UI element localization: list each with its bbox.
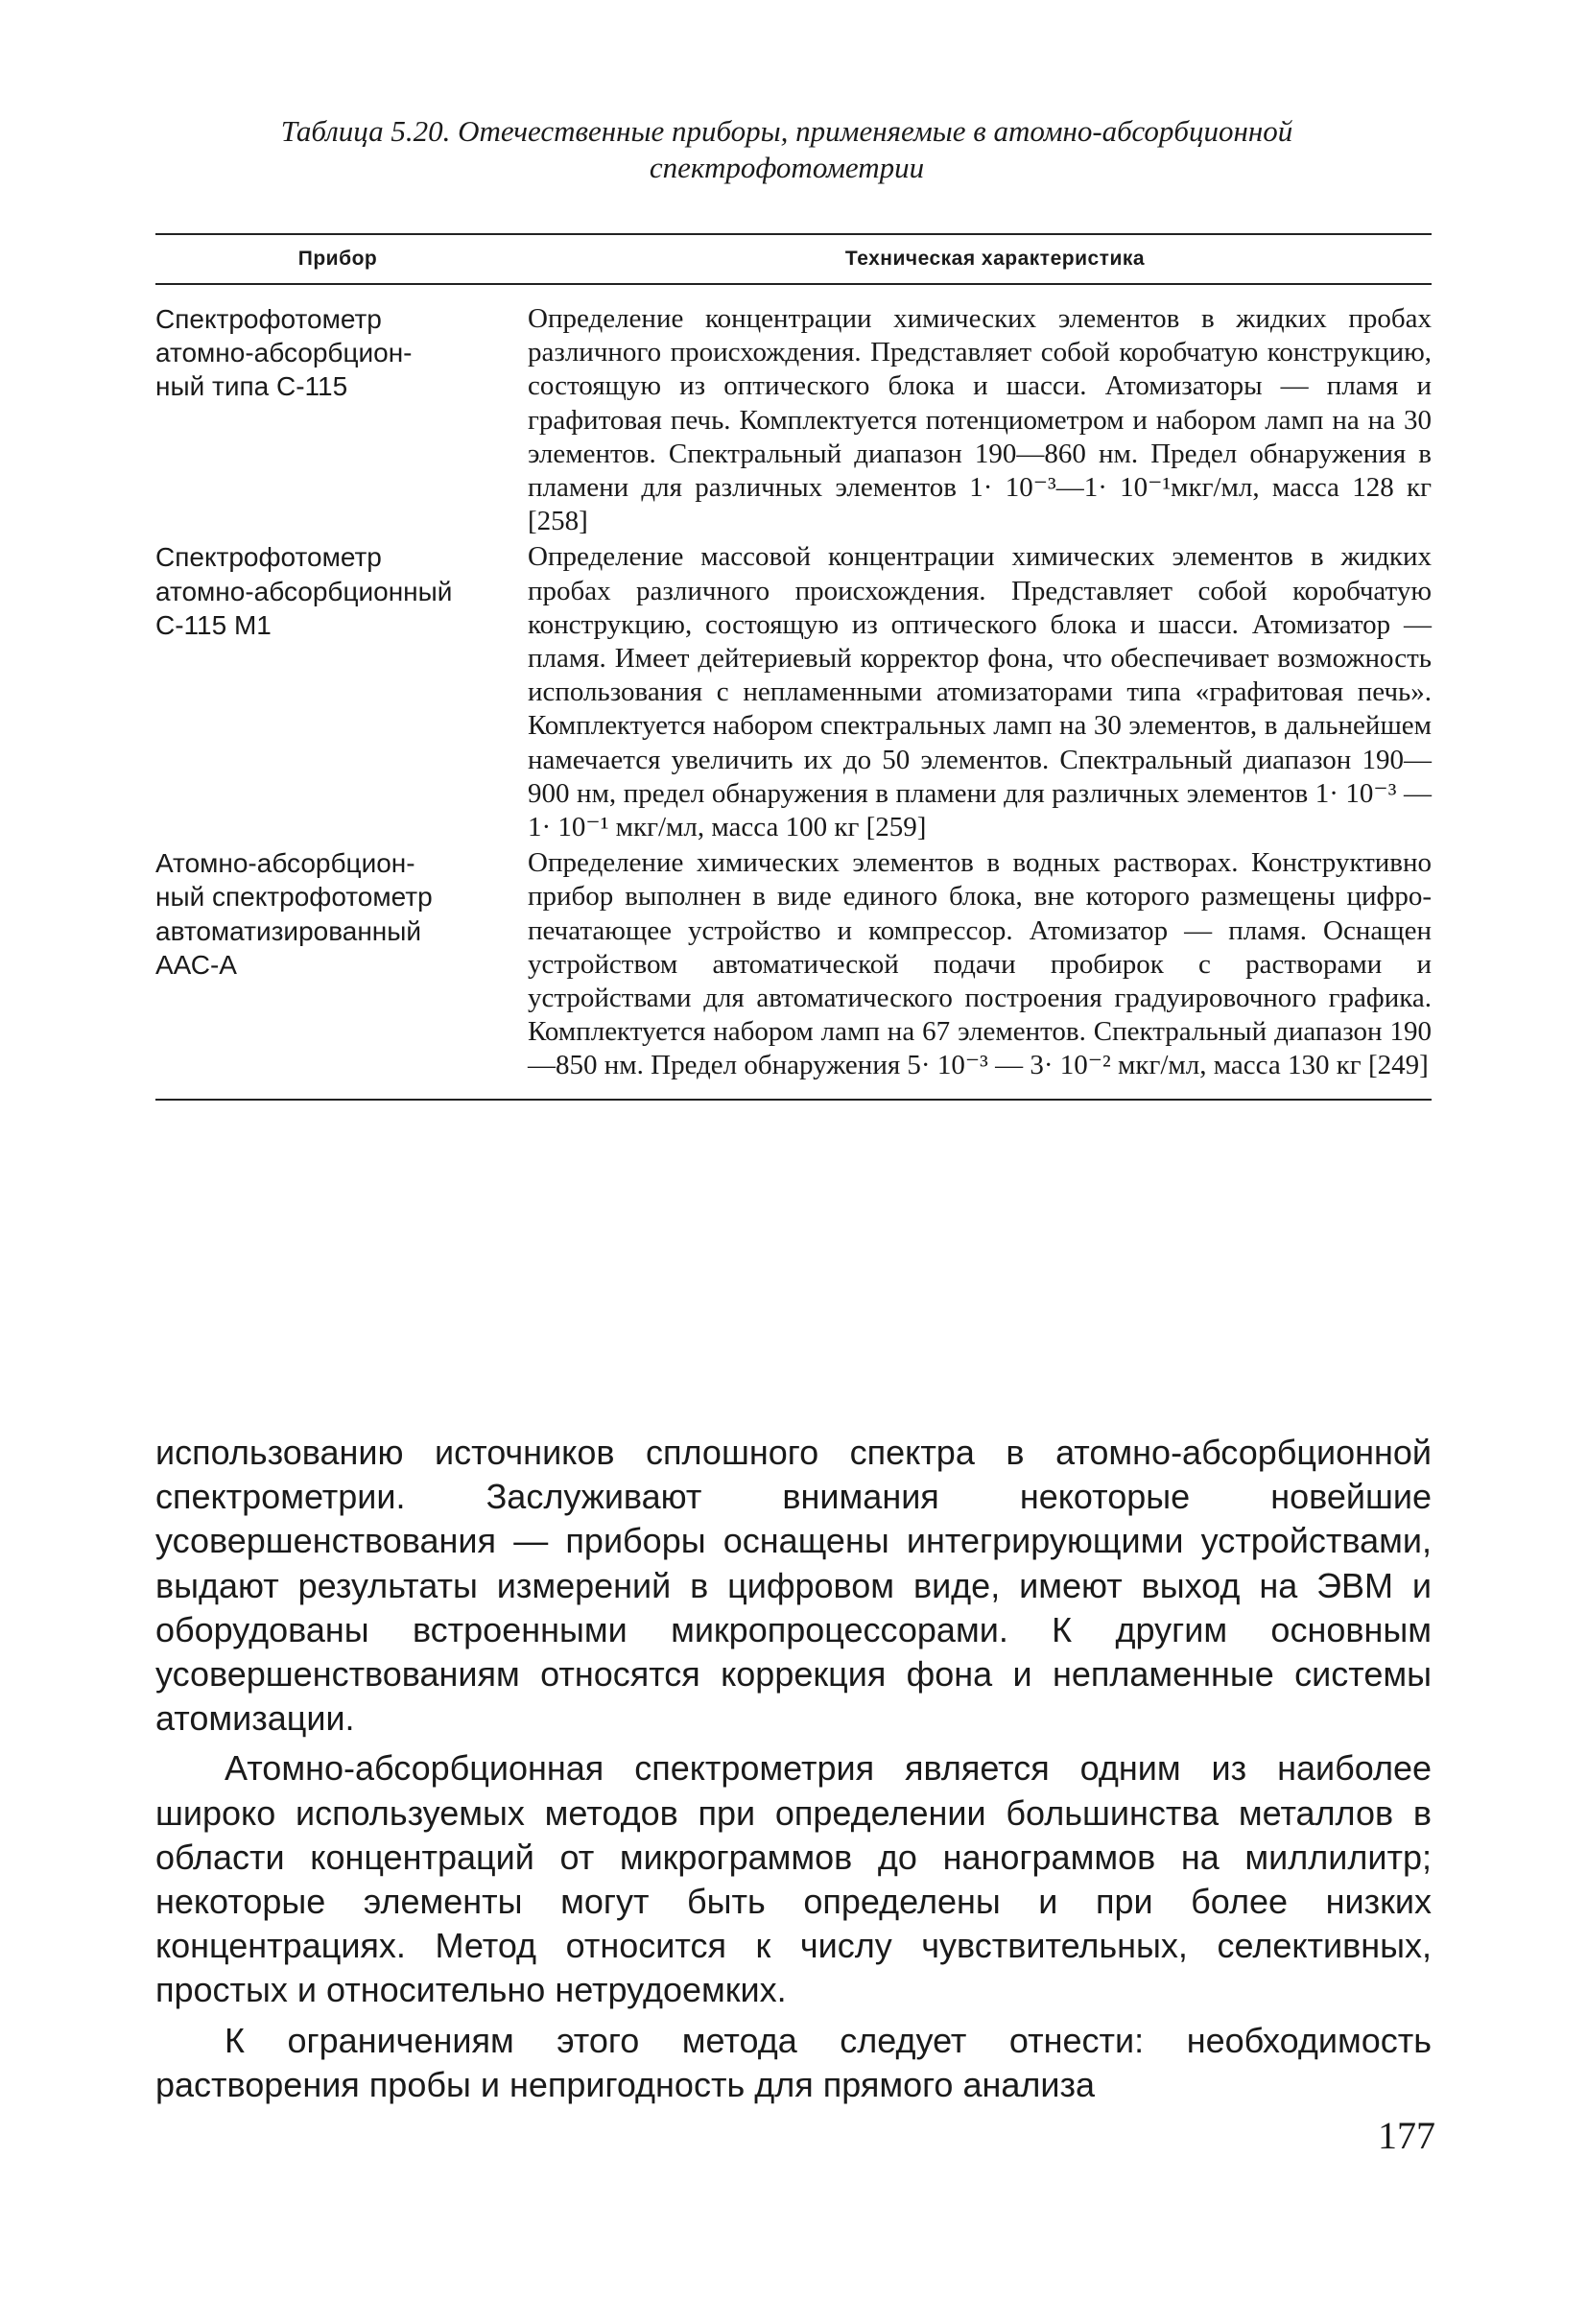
caption-line-2: спектрофотометрии: [649, 151, 925, 184]
device-line: Спектрофотометр: [155, 304, 382, 334]
spec-cell: Определение массовой концентрации химических элементов в жидких пробах различного происхождения. Представляет собой коробчатую конструкцию, состоящую из оптического блока и шасси. Атомизатор — пламя. Имеет дейтериевый корректор фона, что обеспечивает возможность использования с непламенными атомизаторами типа «графитовая печь». Комплектуется набором спектральных ламп на 30 элементов, в дальнейшем намечается увеличить их до 50 элементов. Спектральный диапазон 190—900 нм, предел обнаружения в пламени для различных элементов 1· 10⁻³ — 1· 10⁻¹ мкг/мл, масса 100 кг [259]: [528, 541, 1432, 843]
table-body: [155, 285, 1432, 1099]
paragraph: использованию источников сплошного спектра в атомно-абсорбционной спектрометрии. Заслуживают внимания некоторые новейшие усовершенствования — приборы оснащены интегрирующими устройствами, выдают результаты измерений в цифровом виде, имеют выход на ЭВМ и оборудованы встроенными микропроцессорами. К другим основным усовершенствованиям относятся коррекция фона и непламенные системы атомизации.: [155, 1433, 1432, 1739]
body-text: [155, 1431, 1432, 2113]
caption-line-1: Таблица 5.20. Отечественные приборы, применяемые в атомно-абсорбционной: [280, 114, 1293, 148]
device-line: автоматизированный: [155, 915, 422, 946]
table-caption: [134, 113, 1439, 186]
page-number: 177: [1378, 2114, 1435, 2157]
device-line: атомно-абсорбцион-: [155, 338, 413, 368]
header-spec: Техническая характеристика: [844, 248, 1146, 270]
device-cell: [155, 846, 522, 1082]
header-device: Прибор: [297, 248, 378, 270]
table-row: [155, 540, 1432, 844]
spec-cell: Определение химических элементов в водных растворах. Конструктивно прибор выполнен в виде единого блока, вне которого размещены цифро-печатающее устройство и компрессор. Атомизатор — пламя. Оснащен устройством автоматической подачи пробирок с растворами и устройствами для автоматического построения градуировочного графика. Комплектуется набором ламп на 67 элементов. Спектральный диапазон 190—850 нм. Предел обнаружения 5· 10⁻³ — 3· 10⁻² мкг/мл, масса 130 кг [249]: [528, 847, 1432, 1081]
device-line: Атомно-абсорбцион-: [155, 848, 415, 879]
device-line: атомно-абсорбционный: [155, 576, 453, 606]
device-line: Спектрофотометр: [155, 542, 382, 573]
device-cell: [155, 540, 522, 844]
instruments-table: [155, 233, 1432, 1101]
spec-cell: Определение концентрации химических элементов в жидких пробах различного происхождения. Представляет собой коробчатую конструкцию, состоящую из оптического блока и шасси. Атомизаторы — пламя и графитовая печь. Комплектуется потенциометром и набором ламп на на 30 элементов. Спектральный диапазон 190—860 нм. Предел обнаружения в пламени для различных элементов 1· 10⁻³—1· 10⁻¹мкг/мл, масса 128 кг [258]: [528, 303, 1432, 537]
device-line: С-115 М1: [155, 609, 272, 640]
device-line: ный спектрофотометр: [155, 882, 433, 913]
table-header: [155, 235, 1432, 283]
table-row: [155, 846, 1432, 1082]
device-cell: [155, 302, 522, 538]
paragraph: К ограничениям этого метода следует отнести: необходимость растворения пробы и непригодность для прямого анализа: [155, 2020, 1432, 2104]
device-line: ААС-А: [155, 949, 237, 980]
device-line: ный типа С-115: [155, 371, 348, 402]
table-bottom-rule: [155, 1099, 1432, 1101]
paragraph: Атомно-абсорбционная спектрометрия является одним из наиболее широко используемых методов при определении большинства металлов в области концентраций от микрограммов до нанограммов на миллилитр; некоторые элементы могут быть определены и при более низких концентрациях. Метод относится к числу чувствительных, селективных, простых и относительно нетрудоемких.: [155, 1748, 1432, 2010]
table-row: [155, 302, 1432, 538]
